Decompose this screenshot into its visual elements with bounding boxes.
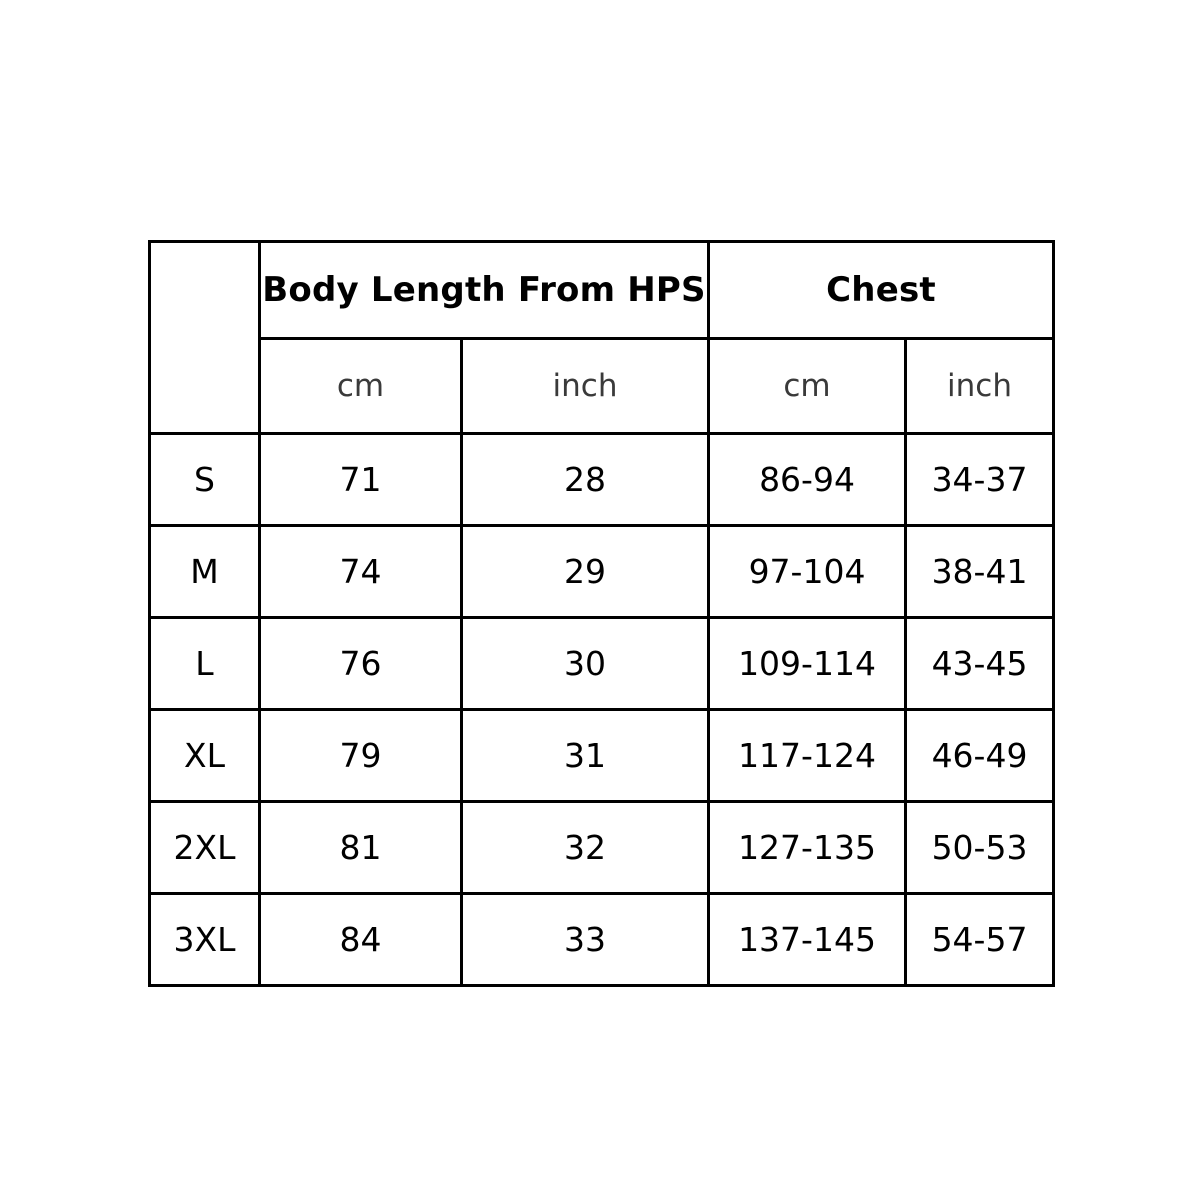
cell-chest-inch: 46-49 bbox=[906, 710, 1054, 802]
cell-body-length-inch: 31 bbox=[462, 710, 709, 802]
table-header-group-row bbox=[150, 242, 1054, 339]
cell-chest-cm: 97-104 bbox=[709, 526, 906, 618]
cell-chest-inch: 50-53 bbox=[906, 802, 1054, 894]
cell-chest-inch: 34-37 bbox=[906, 434, 1054, 526]
cell-body-length-cm: 79 bbox=[260, 710, 462, 802]
table-corner-cell bbox=[150, 242, 260, 434]
row-size-label: S bbox=[150, 434, 260, 526]
table-row bbox=[150, 802, 1054, 894]
cell-body-length-cm: 71 bbox=[260, 434, 462, 526]
row-size-label: L bbox=[150, 618, 260, 710]
row-size-label: 3XL bbox=[150, 894, 260, 986]
cell-chest-cm: 109-114 bbox=[709, 618, 906, 710]
size-chart-container bbox=[148, 240, 1052, 987]
cell-body-length-cm: 76 bbox=[260, 618, 462, 710]
cell-body-length-cm: 81 bbox=[260, 802, 462, 894]
cell-body-length-cm: 74 bbox=[260, 526, 462, 618]
unit-header-body-length-cm: cm bbox=[260, 339, 462, 434]
cell-chest-inch: 43-45 bbox=[906, 618, 1054, 710]
cell-chest-cm: 117-124 bbox=[709, 710, 906, 802]
cell-body-length-cm: 84 bbox=[260, 894, 462, 986]
cell-chest-cm: 127-135 bbox=[709, 802, 906, 894]
table-row bbox=[150, 618, 1054, 710]
row-size-label: M bbox=[150, 526, 260, 618]
cell-body-length-inch: 30 bbox=[462, 618, 709, 710]
cell-body-length-inch: 33 bbox=[462, 894, 709, 986]
size-chart-table bbox=[148, 240, 1055, 987]
cell-body-length-inch: 28 bbox=[462, 434, 709, 526]
cell-chest-inch: 54-57 bbox=[906, 894, 1054, 986]
table-row bbox=[150, 434, 1054, 526]
column-group-chest: Chest bbox=[709, 242, 1054, 339]
row-size-label: 2XL bbox=[150, 802, 260, 894]
cell-chest-inch: 38-41 bbox=[906, 526, 1054, 618]
table-row bbox=[150, 526, 1054, 618]
cell-chest-cm: 137-145 bbox=[709, 894, 906, 986]
cell-body-length-inch: 29 bbox=[462, 526, 709, 618]
column-group-body-length: Body Length From HPS bbox=[260, 242, 709, 339]
unit-header-body-length-inch: inch bbox=[462, 339, 709, 434]
row-size-label: XL bbox=[150, 710, 260, 802]
cell-body-length-inch: 32 bbox=[462, 802, 709, 894]
unit-header-chest-cm: cm bbox=[709, 339, 906, 434]
cell-chest-cm: 86-94 bbox=[709, 434, 906, 526]
unit-header-chest-inch: inch bbox=[906, 339, 1054, 434]
table-row bbox=[150, 894, 1054, 986]
table-row bbox=[150, 710, 1054, 802]
table-header-unit-row bbox=[150, 339, 1054, 434]
